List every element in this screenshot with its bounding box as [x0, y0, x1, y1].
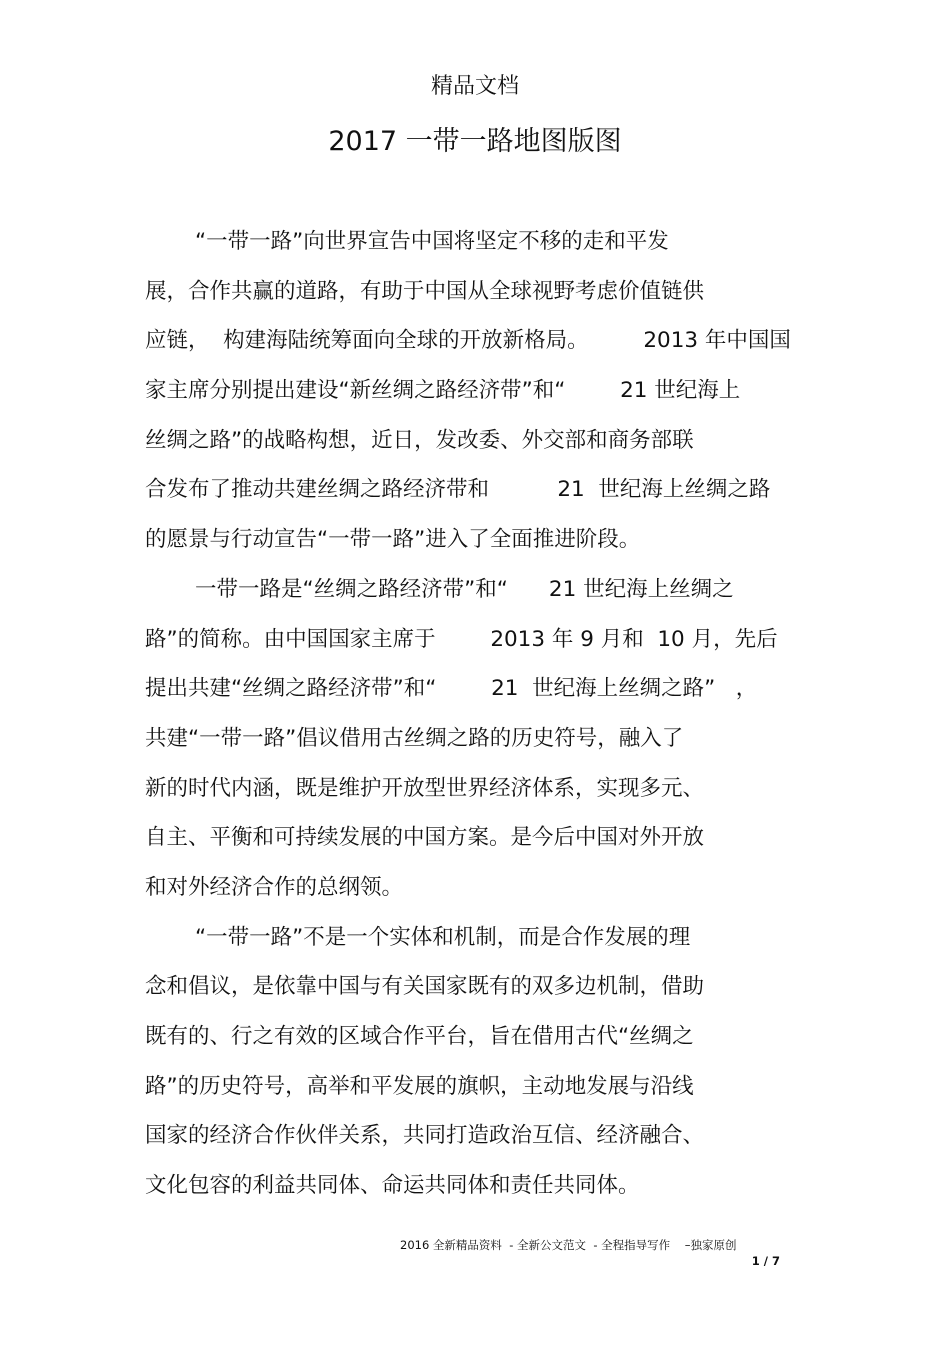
- paragraph-2-line-6: 自主、平衡和可持续发展的中国方案。是今后中国对外开放: [145, 825, 705, 851]
- paragraph-3-line-6: 文化包容的利益共同体、命运共同体和责任共同体。: [145, 1173, 640, 1199]
- paragraph-1-line-5: 丝绸之路”的战略构想，近日，发改委、外交部和商务部联: [145, 427, 694, 453]
- paragraph-3-line-1: “一带一路”不是一个实体和机制，而是合作发展的理: [195, 924, 691, 950]
- paragraph-2-line-1: 一带一路是“丝绸之路经济带”和“ 21 世纪海上丝绸之: [195, 576, 734, 602]
- paragraph-1-line-1: “一带一路”向世界宣告中国将坚定不移的走和平发: [195, 229, 669, 254]
- paragraph-3-line-3: 既有的、行之有效的区域合作平台，旨在借用古代“丝绸之: [145, 1024, 694, 1049]
- paragraph-2-line-4: 共建“一带一路”倡议借用古丝绸之路的历史符号，融入了: [145, 725, 684, 751]
- paragraph-1-line-4: 家主席分别提出建设“新丝绸之路经济带”和“ 21 世纪海上: [145, 378, 741, 404]
- document-title: 2017 一带一路地图版图: [328, 126, 622, 157]
- document-body: [145, 224, 805, 1218]
- paragraph-2-line-2: 路”的简称。由中国国家主席于 2013 年 9 月和 10 月，先后: [145, 626, 778, 652]
- paragraph-1-line-2: 展，合作共赢的道路，有助于中国从全球视野考虑价值链供: [145, 278, 705, 304]
- paragraph-1-line-3: 应链， 构建海陆统筹面向全球的开放新格局。 2013 年中国国: [145, 328, 791, 354]
- paragraph-3-line-2: 念和倡议，是依靠中国与有关国家既有的双多边机制，借助: [145, 974, 705, 1000]
- page-number: 1 / 7: [751, 1254, 780, 1268]
- document-header-label: 精品文档: [430, 74, 519, 99]
- paragraph-2-line-5: 新的时代内涵，既是维护开放型世界经济体系，实现多元、: [145, 775, 705, 801]
- paragraph-2-line-3: 提出共建“丝绸之路经济带”和“ 21 世纪海上丝绸之路” ，: [145, 676, 758, 702]
- footer-text: 2016 全新精品资料 - 全新公文范文 - 全程指导写作 –独家原创: [400, 1238, 737, 1252]
- paragraph-2-line-7: 和对外经济合作的总纲领。: [145, 874, 404, 900]
- paragraph-3-line-4: 路”的历史符号，高举和平发展的旗帜，主动地发展与沿线: [145, 1073, 694, 1099]
- paragraph-1-line-6: 合发布了推动共建丝绸之路经济带和 21 世纪海上丝绸之路: [145, 477, 771, 503]
- paragraph-1-line-7: 的愿景与行动宣告“一带一路”进入了全面推进阶段。: [145, 527, 641, 553]
- paragraph-3-line-5: 国家的经济合作伙伴关系，共同打造政治互信、经济融合、: [145, 1123, 705, 1149]
